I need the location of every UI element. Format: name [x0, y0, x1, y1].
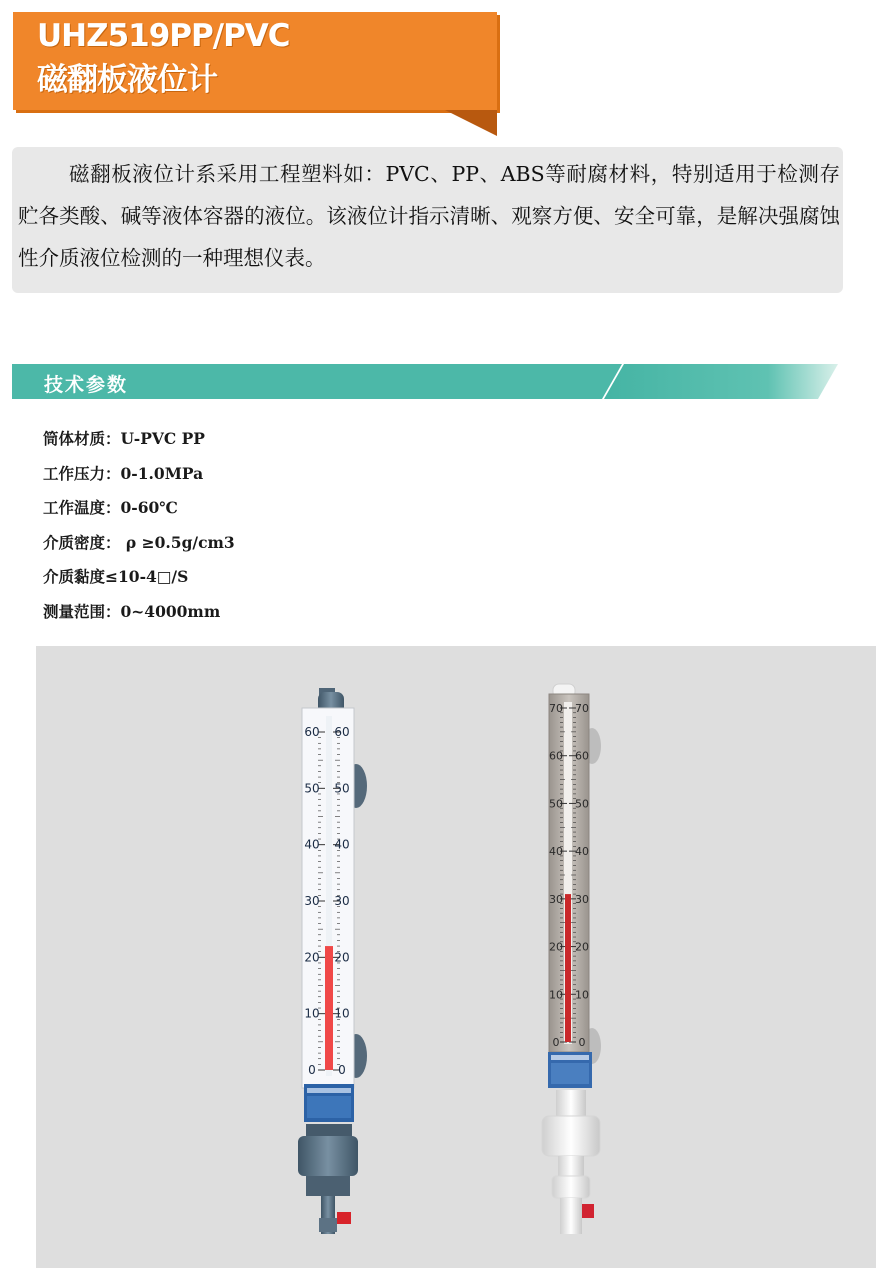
scale-label: 10: [304, 1006, 320, 1021]
scale-label: 50: [549, 797, 563, 811]
scale-label: 70: [549, 702, 563, 715]
scale-label: 20: [549, 940, 563, 954]
scale-label: 60: [549, 749, 563, 763]
gauges-illustration: [36, 646, 876, 1268]
product-photo: [36, 646, 876, 1268]
param-item: 测量范围：0~4000mm: [43, 601, 221, 621]
param-list: [43, 425, 235, 633]
scale-label: 10: [334, 1006, 350, 1021]
scale-label: 30: [575, 892, 589, 906]
scale-label: 10: [575, 988, 589, 1002]
description-text: 磁翻板液位计系采用工程塑料如：PVC、PP、ABS等耐腐材料，特别适用于检测存贮各类酸、碱等液体容器的液位。该液位计指示清晰、观察方便、安全可靠，是解决强腐蚀性介质液位检测的一种理想仪表。: [18, 162, 840, 270]
scale-label: 20: [304, 950, 320, 965]
scale-label: 60: [575, 749, 589, 763]
param-item: 筒体材质：U-PVC PP: [43, 429, 205, 448]
scale-label: 20: [575, 940, 589, 954]
scale-label: 50: [575, 797, 589, 811]
scale-label: 0: [338, 1063, 346, 1077]
level-indicator: [325, 946, 333, 1070]
param-item: 介质黏度≤10-4□/S: [43, 567, 189, 587]
scale-label: 70: [575, 702, 589, 715]
param-item: 工作温度：0-60℃: [43, 498, 178, 518]
title-banner-fold: [445, 110, 497, 136]
scale-label: 60: [304, 725, 320, 739]
model-title: UHZ519PP/PVC: [37, 18, 290, 54]
scale-label: 50: [304, 781, 320, 796]
scale-label: 0: [578, 1036, 586, 1049]
param-item: 介质密度： ρ ≥0.5g/cm3: [43, 532, 235, 552]
product-name: 磁翻板液位计: [37, 62, 217, 98]
param-item: 工作压力：0-1.0MPa: [43, 463, 204, 483]
scale-label: 40: [549, 845, 563, 859]
level-indicator: [565, 894, 571, 1042]
scale-label: 0: [552, 1036, 560, 1049]
scale-label: 30: [549, 892, 563, 906]
section-title: 技术参数: [44, 374, 129, 396]
left-gauge: [298, 688, 367, 1234]
scale-label: 50: [334, 781, 350, 796]
scale-label: 60: [334, 725, 350, 739]
scale-label: 30: [334, 894, 350, 908]
right-gauge: [542, 684, 601, 1234]
scale-label: 40: [304, 837, 320, 852]
scale-label: 10: [549, 988, 563, 1002]
scale-label: 20: [334, 950, 350, 965]
section-header-bar: [12, 364, 838, 399]
description-box: [12, 147, 843, 293]
scale-label: 0: [308, 1063, 316, 1077]
scale-label: 30: [304, 894, 320, 908]
scale-label: 40: [575, 845, 589, 859]
scale-label: 40: [334, 837, 350, 852]
